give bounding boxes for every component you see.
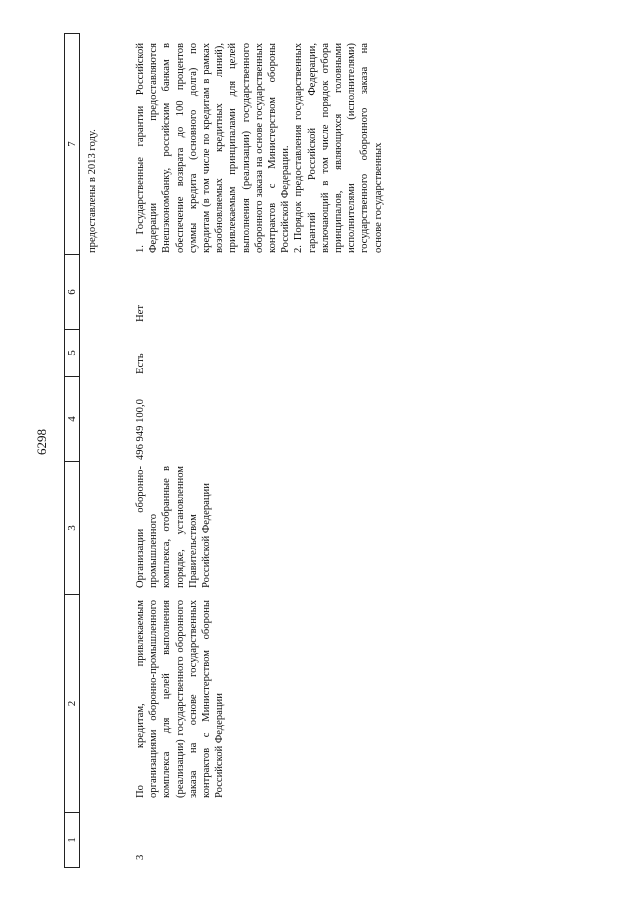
document-table <box>64 33 639 868</box>
row-conditions <box>134 43 385 253</box>
conditions-paragraph-1: 1. Государственные гарантии Российской Федерации предоставляются Внешэкономбанку, российским банкам в обеспечение возврата до 100 процентов суммы кредита (основного долга) по кредитам (в том числе по кредитам в рамках возобновляемых кредитных линий), привлекаемым принципалами для целей выполнения (реализации) государственного оборонного заказа на основе государственных контрактов с Министерством обороны Российской Федерации. <box>135 43 292 253</box>
header-col-3: 3 <box>65 461 79 594</box>
header-col-5: 5 <box>65 329 79 376</box>
row-description: По кредитам, привлекаемым организациями оборонно-промышленного комплекса для целей выполнения (реализации) государственного оборонного заказа на основе государственных контрактов с Министерством обороны Российской Федерации <box>135 600 226 798</box>
row-recipients: Организации оборонно-промышленного комплекса, отобранные в порядке, установленном Правительством Российской Федерации <box>135 466 213 588</box>
header-col-6: 6 <box>65 254 79 329</box>
continued-text: предоставлены в 2013 году. <box>87 129 98 253</box>
conditions-paragraph-2: 2. Порядок предоставления государственных гарантий Российской Федерации, включающий в том числе порядок отбора принципалов, являющихся головными исполнителями (исполнителями) государственного оборонного заказа на основе государственных <box>293 43 384 253</box>
table-header-row <box>64 33 80 868</box>
header-col-2: 2 <box>65 594 79 812</box>
header-col-4: 4 <box>65 376 79 461</box>
row-claims: Нет <box>135 305 146 322</box>
header-col-7: 7 <box>66 141 78 147</box>
row-amount: 496 949 100,0 <box>135 399 146 460</box>
header-col-1: 1 <box>65 812 79 867</box>
page-number: 6298 <box>34 429 49 455</box>
row-regress: Есть <box>135 353 146 374</box>
row-number: 3 <box>135 854 146 860</box>
rotated-page <box>64 33 639 868</box>
